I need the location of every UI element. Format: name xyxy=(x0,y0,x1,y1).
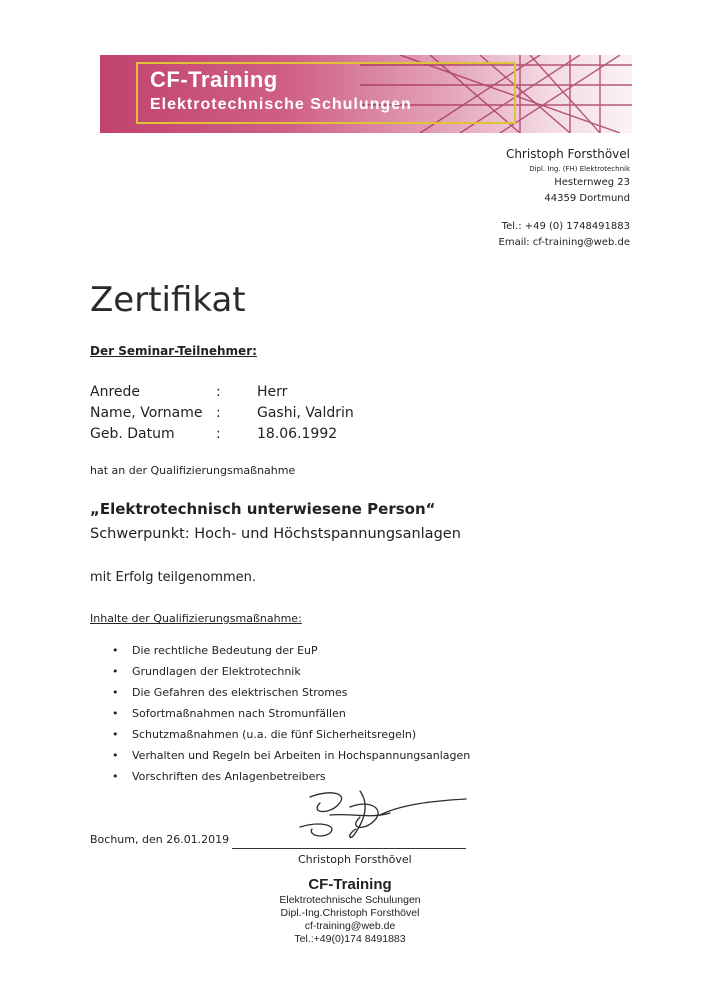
bullet-icon: • xyxy=(112,728,119,741)
bullet-icon: • xyxy=(112,686,119,699)
contact-block xyxy=(499,145,630,251)
field-value: Gashi, Valdrin xyxy=(257,405,354,421)
contact-city: 44359 Dortmund xyxy=(544,193,630,204)
bullet-icon: • xyxy=(112,707,119,720)
company-stamp xyxy=(230,876,470,946)
bullet-icon: • xyxy=(112,770,119,783)
bullet-icon: • xyxy=(112,665,119,678)
bullet-icon: • xyxy=(112,644,119,657)
list-item xyxy=(112,703,470,724)
signature-line xyxy=(232,848,466,849)
field-value: Herr xyxy=(257,384,288,400)
list-item xyxy=(112,766,470,787)
course-title: „Elektrotechnisch unterwiesene Person“ xyxy=(90,500,436,518)
list-item-text: Schutzmaßnahmen (u.a. die fünf Sicherheitsregeln) xyxy=(132,728,417,741)
list-item-text: Die rechtliche Bedeutung der EuP xyxy=(132,644,318,657)
header-banner xyxy=(100,55,632,133)
place-date: Bochum, den 26.01.2019 xyxy=(90,833,230,846)
stamp-line: Elektrotechnische Schulungen xyxy=(279,894,421,906)
contents-heading: Inhalte der Qualifizierungsmaßnahme: xyxy=(90,612,302,625)
contact-title: Dipl. Ing. (FH) Elektrotechnik xyxy=(529,165,630,173)
course-focus: Schwerpunkt: Hoch- und Höchstspannungsanlagen xyxy=(90,526,461,542)
field-label: Geb. Datum xyxy=(90,426,175,442)
intro-text: hat an der Qualifizierungsmaßnahme xyxy=(90,464,296,477)
banner-title: CF-Training xyxy=(150,67,278,92)
list-item-text: Vorschriften des Anlagenbetreibers xyxy=(132,770,326,783)
stamp-line: Dipl.-Ing.Christoph Forsthövel xyxy=(280,907,420,919)
list-item xyxy=(112,745,470,766)
field-label: Anrede xyxy=(90,384,141,400)
list-item-text: Sofortmaßnahmen nach Stromunfällen xyxy=(132,707,346,720)
field-separator: : xyxy=(216,426,221,442)
list-item xyxy=(112,724,470,745)
participant-heading: Der Seminar-Teilnehmer: xyxy=(90,344,257,358)
contact-name: Christoph Forsthövel xyxy=(505,147,630,161)
field-separator: : xyxy=(216,405,221,421)
list-item xyxy=(112,682,470,703)
list-item-text: Die Gefahren des elektrischen Stromes xyxy=(132,686,348,699)
page-title: Zertifikat xyxy=(90,280,246,320)
list-item-text: Grundlagen der Elektrotechnik xyxy=(132,665,301,678)
field-label: Name, Vorname xyxy=(90,405,203,421)
list-item xyxy=(112,661,470,682)
field-value: 18.06.1992 xyxy=(257,426,338,442)
handwritten-signature xyxy=(290,785,470,845)
signer-name: Christoph Forsthövel xyxy=(298,853,412,866)
stamp-line: Tel.:+49(0)174 8491883 xyxy=(294,933,406,945)
contents-list xyxy=(112,640,470,787)
contact-street: Hesternweg 23 xyxy=(554,177,630,188)
list-item xyxy=(112,640,470,661)
list-item-text: Verhalten und Regeln bei Arbeiten in Hochspannungsanlagen xyxy=(132,749,471,762)
bullet-icon: • xyxy=(112,749,119,762)
result-text: mit Erfolg teilgenommen. xyxy=(90,570,257,585)
field-separator: : xyxy=(216,384,221,400)
contact-email: Email: cf-training@web.de xyxy=(498,237,630,248)
stamp-line: cf-training@web.de xyxy=(304,920,396,932)
banner-subtitle: Elektrotechnische Schulungen xyxy=(150,96,412,113)
stamp-title: CF-Training xyxy=(308,876,392,893)
contact-phone: Tel.: +49 (0) 1748491883 xyxy=(501,221,630,232)
